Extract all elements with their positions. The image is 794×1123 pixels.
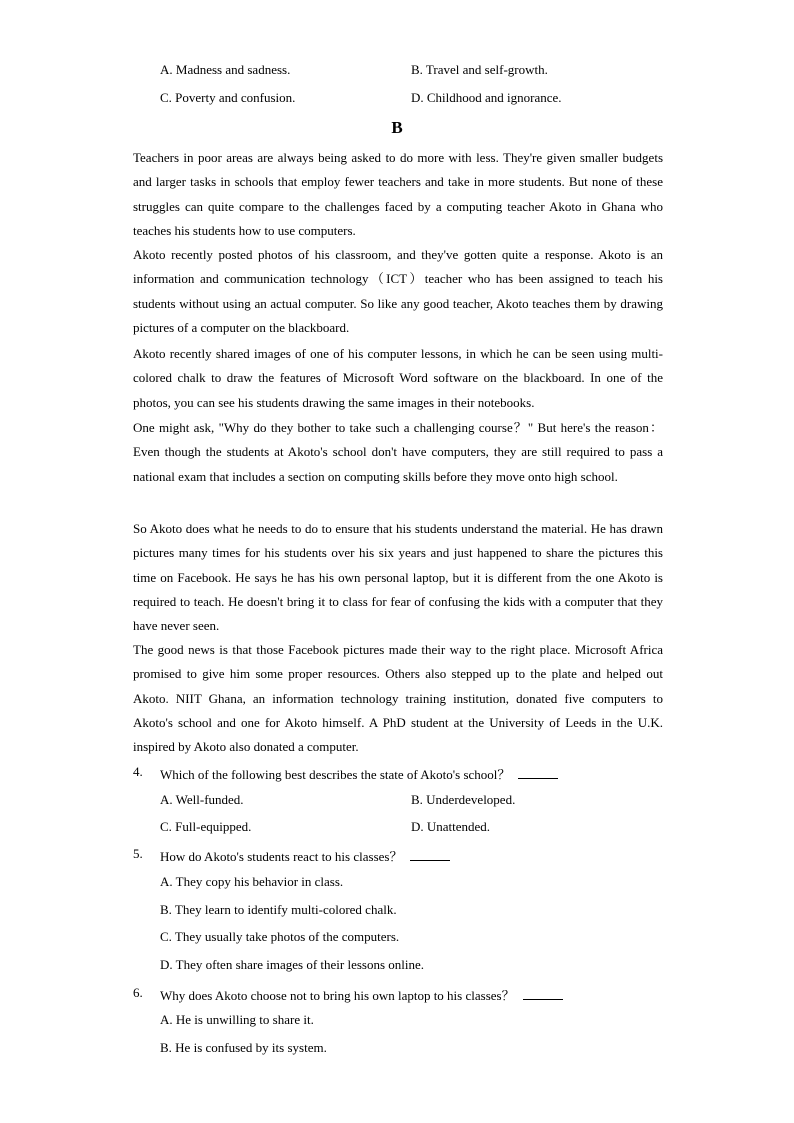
question-6-stem: Why does Akoto choose not to bring his own laptop to his classes？ [160, 988, 515, 1003]
q3-option-a: A. Madness and sadness. [160, 62, 291, 77]
q4-option-a: A. Well-funded. [160, 792, 244, 807]
q3-option-c: C. Poverty and confusion. [160, 90, 296, 105]
paragraph-5: So Akoto does what he needs to do to ensure that his students understand the material. He has drawn pictures many times for his students over his six years and just happened to share the pictures this time on Facebook. He says he has his own personal laptop, but it is different from the one Akoto is required to teach. He doesn't bring it to class for fear of confusing the kids with a computer that they have never seen. [133, 521, 663, 634]
q3-option-b: B. Travel and self-growth. [411, 62, 548, 77]
section-title: B [391, 118, 403, 137]
answer-blank[interactable] [523, 987, 563, 1000]
q4-option-b: B. Underdeveloped. [411, 792, 516, 807]
question-6-text [160, 985, 563, 1004]
q6-option-b: B. He is confused by its system. [160, 1040, 327, 1055]
question-5-number: 5. [133, 846, 143, 861]
paragraph-2: Akoto recently posted photos of his classroom, and they've gotten quite a response. Akoto is an information and communication technology（ICT）teacher who has been assigned to teach his students without using an actual computer. So like any good teacher, Akoto teaches them by drawing pictures of a computer on the blackboard. [133, 247, 663, 335]
q6-option-a: A. He is unwilling to share it. [160, 1012, 314, 1027]
answer-blank[interactable] [518, 766, 558, 779]
q4-option-d: D. Unattended. [411, 819, 491, 834]
paragraph-1: Teachers in poor areas are always being asked to do more with less. They're given smaller budgets and larger tasks in schools that employ fewer teachers and take in more students. But none of these struggles can quite compare to the challenges faced by a computing teacher Akoto in Ghana who teaches his students how to use computers. [133, 150, 663, 238]
q3-option-d: D. Childhood and ignorance. [411, 90, 562, 105]
paragraph-4: One might ask, "Why do they bother to take such a challenging course？" But here's the reason：Even though the students at Akoto's school don't have computers, they are still required to pass a national exam that includes a section on computing skills before they move onto high school. [133, 420, 663, 484]
question-6-number: 6. [133, 985, 143, 1000]
question-4-text [160, 764, 558, 783]
question-4-number: 4. [133, 764, 143, 779]
q5-option-b: B. They learn to identify multi-colored chalk. [160, 902, 397, 917]
paragraph-6: The good news is that those Facebook pictures made their way to the right place. Microsoft Africa promised to give him some proper resources. Others also stepped up to the plate and helped out Akoto. NIIT Ghana, an information technology training institution, donated five computers to Akoto's school and one for Akoto himself. A PhD student at the University of Leeds in the U.K. inspired by Akoto also donated a computer. [133, 642, 663, 755]
q5-option-d: D. They often share images of their lessons online. [160, 957, 425, 972]
question-4-stem: Which of the following best describes the state of Akoto's school？ [160, 767, 511, 782]
question-5-text [160, 846, 450, 865]
answer-blank[interactable] [410, 848, 450, 861]
q4-option-c: C. Full-equipped. [160, 819, 252, 834]
paragraph-3: Akoto recently shared images of one of his computer lessons, in which he can be seen using multi-colored chalk to draw the features of Microsoft Word software on the blackboard. In one of the photos, you can see his students drawing the same images in their notebooks. [133, 346, 663, 410]
q5-option-c: C. They usually take photos of the computers. [160, 929, 400, 944]
q5-option-a: A. They copy his behavior in class. [160, 874, 344, 889]
question-5-stem: How do Akoto's students react to his classes？ [160, 849, 403, 864]
